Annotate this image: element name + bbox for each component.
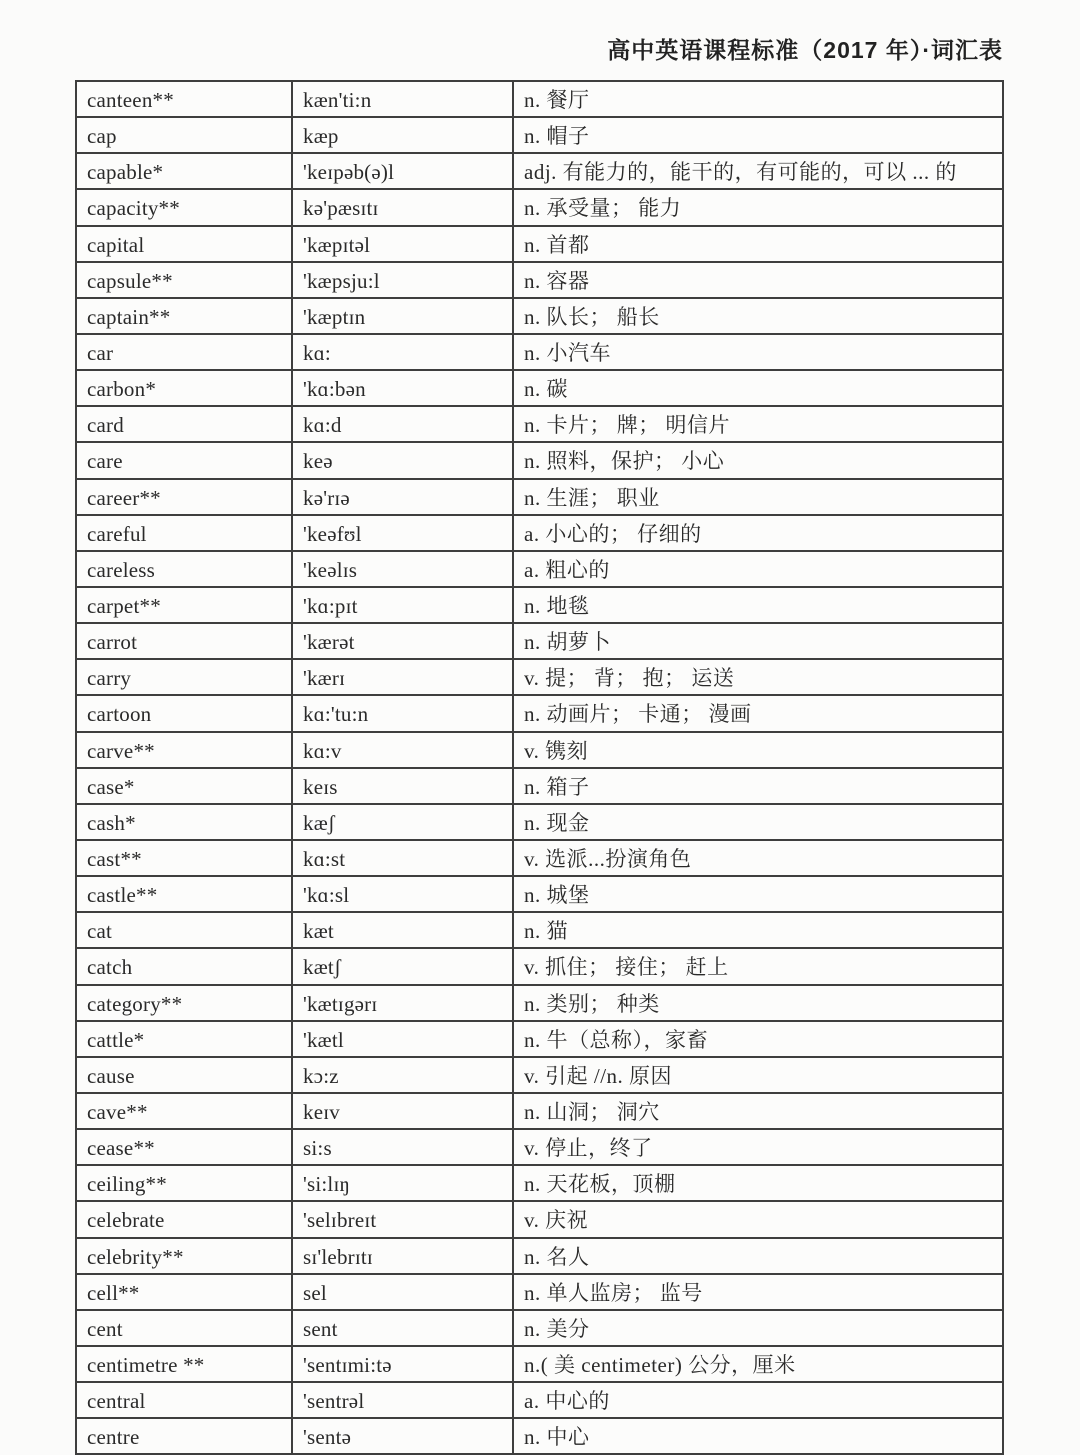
vocab-row xyxy=(76,695,1003,731)
ipa-cell: kə'pæsɪtɪ xyxy=(292,189,513,225)
meaning-cell: n. 小汽车 xyxy=(513,334,1003,370)
meaning-cell: n. 天花板，顶棚 xyxy=(513,1165,1003,1201)
vocab-row xyxy=(76,153,1003,189)
ipa-cell: si:s xyxy=(292,1129,513,1165)
vocab-row xyxy=(76,479,1003,515)
ipa-cell: sel xyxy=(292,1274,513,1310)
meaning-cell: n. 餐厅 xyxy=(513,81,1003,117)
ipa-cell: sɪ'lebrɪtɪ xyxy=(292,1238,513,1274)
word-cell: celebrity** xyxy=(76,1238,292,1274)
ipa-cell: kə'rɪə xyxy=(292,479,513,515)
meaning-cell: n. 容器 xyxy=(513,262,1003,298)
meaning-cell: n. 地毯 xyxy=(513,587,1003,623)
vocab-row xyxy=(76,515,1003,551)
word-cell: card xyxy=(76,406,292,442)
meaning-cell: n. 首都 xyxy=(513,226,1003,262)
word-cell: centimetre ** xyxy=(76,1346,292,1382)
meaning-cell: v. 选派...扮演角色 xyxy=(513,840,1003,876)
meaning-cell: a. 粗心的 xyxy=(513,551,1003,587)
meaning-cell: v. 提； 背； 抱； 运送 xyxy=(513,659,1003,695)
word-cell: cause xyxy=(76,1057,292,1093)
vocab-row xyxy=(76,1057,1003,1093)
ipa-cell: 'keɪpəb(ə)l xyxy=(292,153,513,189)
vocab-row xyxy=(76,659,1003,695)
vocab-row xyxy=(76,1382,1003,1418)
word-cell: cent xyxy=(76,1310,292,1346)
ipa-cell: kɑ: xyxy=(292,334,513,370)
ipa-cell: keə xyxy=(292,442,513,478)
ipa-cell: kæn'ti:n xyxy=(292,81,513,117)
vocab-row xyxy=(76,117,1003,153)
word-cell: car xyxy=(76,334,292,370)
vocab-row xyxy=(76,1238,1003,1274)
ipa-cell: 'kærət xyxy=(292,623,513,659)
ipa-cell: 'keəlɪs xyxy=(292,551,513,587)
word-cell: cell** xyxy=(76,1274,292,1310)
meaning-cell: n. 中心 xyxy=(513,1418,1003,1454)
meaning-cell: n. 现金 xyxy=(513,804,1003,840)
ipa-cell: 'sentɪmi:tə xyxy=(292,1346,513,1382)
meaning-cell: n. 名人 xyxy=(513,1238,1003,1274)
meaning-cell: n. 单人监房； 监号 xyxy=(513,1274,1003,1310)
word-cell: carry xyxy=(76,659,292,695)
ipa-cell: kɑ:d xyxy=(292,406,513,442)
word-cell: cast** xyxy=(76,840,292,876)
ipa-cell: kɔ:z xyxy=(292,1057,513,1093)
ipa-cell: kɑ:'tu:n xyxy=(292,695,513,731)
ipa-cell: 'kæpsju:l xyxy=(292,262,513,298)
meaning-cell: a. 中心的 xyxy=(513,1382,1003,1418)
meaning-cell: n. 类别； 种类 xyxy=(513,985,1003,1021)
word-cell: capacity** xyxy=(76,189,292,225)
word-cell: cartoon xyxy=(76,695,292,731)
vocab-row xyxy=(76,732,1003,768)
word-cell: carbon* xyxy=(76,370,292,406)
word-cell: careful xyxy=(76,515,292,551)
meaning-cell: n. 箱子 xyxy=(513,768,1003,804)
meaning-cell: n. 承受量； 能力 xyxy=(513,189,1003,225)
word-cell: capable* xyxy=(76,153,292,189)
vocab-row xyxy=(76,912,1003,948)
ipa-cell: 'kɑ:sl xyxy=(292,876,513,912)
meaning-cell: v. 引起 //n. 原因 xyxy=(513,1057,1003,1093)
ipa-cell: keɪv xyxy=(292,1093,513,1129)
vocab-row xyxy=(76,1093,1003,1129)
meaning-cell: n. 照料，保护； 小心 xyxy=(513,442,1003,478)
vocab-row xyxy=(76,985,1003,1021)
word-cell: centre xyxy=(76,1418,292,1454)
meaning-cell: n. 生涯； 职业 xyxy=(513,479,1003,515)
word-cell: capsule** xyxy=(76,262,292,298)
word-cell: castle** xyxy=(76,876,292,912)
word-cell: category** xyxy=(76,985,292,1021)
vocab-row xyxy=(76,334,1003,370)
vocab-row xyxy=(76,768,1003,804)
vocab-row xyxy=(76,876,1003,912)
ipa-cell: 'sentrəl xyxy=(292,1382,513,1418)
vocab-row xyxy=(76,1418,1003,1454)
word-cell: cease** xyxy=(76,1129,292,1165)
ipa-cell: 'kætɪgərɪ xyxy=(292,985,513,1021)
word-cell: case* xyxy=(76,768,292,804)
word-cell: catch xyxy=(76,948,292,984)
word-cell: career** xyxy=(76,479,292,515)
page-title: 高中英语课程标准（2017 年）·词汇表 xyxy=(607,37,1003,63)
word-cell: cash* xyxy=(76,804,292,840)
word-cell: care xyxy=(76,442,292,478)
vocab-row xyxy=(76,1310,1003,1346)
word-cell: carpet** xyxy=(76,587,292,623)
vocab-row xyxy=(76,804,1003,840)
meaning-cell: n.( 美 centimeter) 公分，厘米 xyxy=(513,1346,1003,1382)
ipa-cell: sent xyxy=(292,1310,513,1346)
ipa-cell: 'kɑ:pɪt xyxy=(292,587,513,623)
vocab-row xyxy=(76,1201,1003,1237)
word-cell: cap xyxy=(76,117,292,153)
meaning-cell: n. 美分 xyxy=(513,1310,1003,1346)
vocab-table-body xyxy=(76,81,1003,1454)
meaning-cell: adj. 有能力的，能干的，有可能的，可以 ... 的 xyxy=(513,153,1003,189)
meaning-cell: v. 庆祝 xyxy=(513,1201,1003,1237)
ipa-cell: 'kæpɪtəl xyxy=(292,226,513,262)
meaning-cell: n. 猫 xyxy=(513,912,1003,948)
vocabulary-table xyxy=(75,80,1004,1455)
vocab-row xyxy=(76,81,1003,117)
word-cell: capital xyxy=(76,226,292,262)
ipa-cell: 'kɑ:bən xyxy=(292,370,513,406)
word-cell: central xyxy=(76,1382,292,1418)
word-cell: cat xyxy=(76,912,292,948)
word-cell: carrot xyxy=(76,623,292,659)
meaning-cell: n. 胡萝卜 xyxy=(513,623,1003,659)
vocab-row xyxy=(76,587,1003,623)
ipa-cell: kæp xyxy=(292,117,513,153)
meaning-cell: v. 抓住； 接住； 赶上 xyxy=(513,948,1003,984)
vocab-row xyxy=(76,262,1003,298)
vocab-row xyxy=(76,406,1003,442)
ipa-cell: 'keəfʊl xyxy=(292,515,513,551)
vocab-row xyxy=(76,189,1003,225)
ipa-cell: 'kærɪ xyxy=(292,659,513,695)
meaning-cell: v. 停止，终了 xyxy=(513,1129,1003,1165)
vocab-row xyxy=(76,551,1003,587)
meaning-cell: n. 城堡 xyxy=(513,876,1003,912)
word-cell: carve** xyxy=(76,732,292,768)
meaning-cell: v. 镌刻 xyxy=(513,732,1003,768)
vocab-row xyxy=(76,1346,1003,1382)
vocab-row xyxy=(76,298,1003,334)
word-cell: cattle* xyxy=(76,1021,292,1057)
word-cell: canteen** xyxy=(76,81,292,117)
meaning-cell: a. 小心的； 仔细的 xyxy=(513,515,1003,551)
meaning-cell: n. 动画片； 卡通； 漫画 xyxy=(513,695,1003,731)
vocab-row xyxy=(76,623,1003,659)
vocab-row xyxy=(76,1021,1003,1057)
ipa-cell: kɑ:st xyxy=(292,840,513,876)
vocab-row xyxy=(76,840,1003,876)
ipa-cell: kæt xyxy=(292,912,513,948)
vocab-row xyxy=(76,226,1003,262)
word-cell: ceiling** xyxy=(76,1165,292,1201)
meaning-cell: n. 卡片； 牌； 明信片 xyxy=(513,406,1003,442)
vocab-row xyxy=(76,948,1003,984)
vocab-row xyxy=(76,370,1003,406)
ipa-cell: kætʃ xyxy=(292,948,513,984)
ipa-cell: 'sentə xyxy=(292,1418,513,1454)
meaning-cell: n. 帽子 xyxy=(513,117,1003,153)
word-cell: cave** xyxy=(76,1093,292,1129)
word-cell: careless xyxy=(76,551,292,587)
word-cell: captain** xyxy=(76,298,292,334)
ipa-cell: 'kætl xyxy=(292,1021,513,1057)
vocab-row xyxy=(76,1274,1003,1310)
ipa-cell: kɑ:v xyxy=(292,732,513,768)
ipa-cell: keɪs xyxy=(292,768,513,804)
ipa-cell: 'kæptɪn xyxy=(292,298,513,334)
ipa-cell: 'selɪbreɪt xyxy=(292,1201,513,1237)
meaning-cell: n. 队长； 船长 xyxy=(513,298,1003,334)
vocab-row xyxy=(76,1165,1003,1201)
meaning-cell: n. 牛（总称），家畜 xyxy=(513,1021,1003,1057)
meaning-cell: n. 山洞； 洞穴 xyxy=(513,1093,1003,1129)
ipa-cell: kæʃ xyxy=(292,804,513,840)
vocab-row xyxy=(76,442,1003,478)
word-cell: celebrate xyxy=(76,1201,292,1237)
ipa-cell: 'si:lɪŋ xyxy=(292,1165,513,1201)
vocab-row xyxy=(76,1129,1003,1165)
meaning-cell: n. 碳 xyxy=(513,370,1003,406)
